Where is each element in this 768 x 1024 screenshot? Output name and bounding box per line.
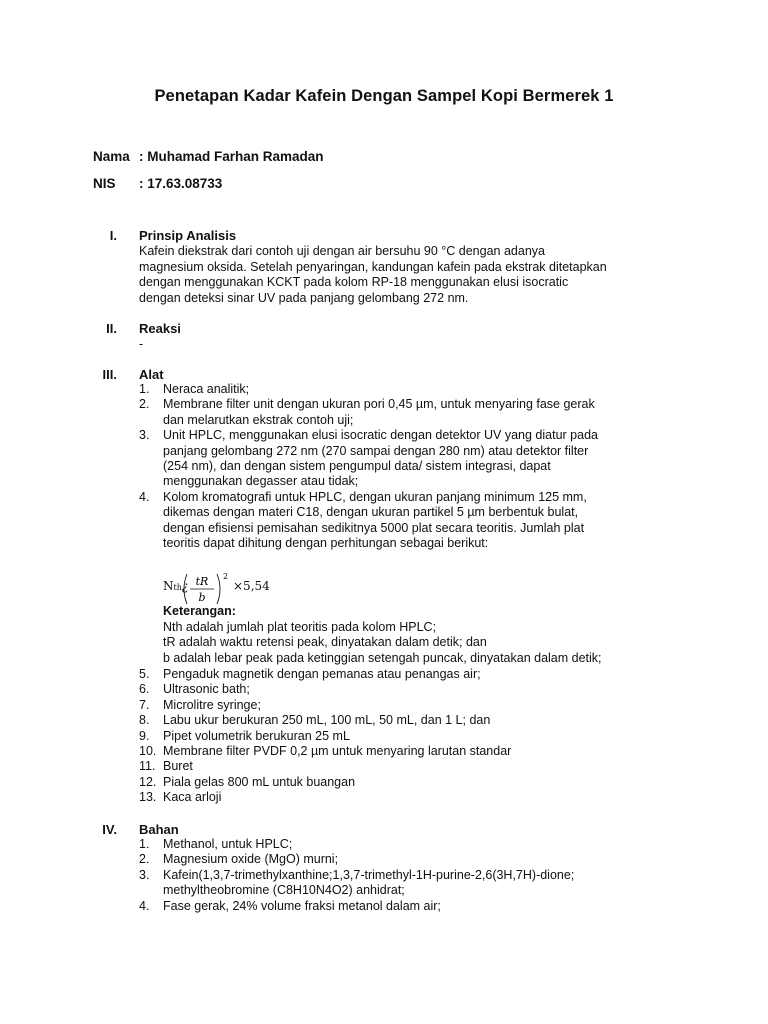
list-item-number: 2. [139, 397, 150, 412]
section-3-number: III. [102, 367, 117, 382]
list-item [139, 837, 679, 852]
list-item-line: Neraca analitik; [163, 382, 250, 396]
list-item-line: Ultrasonic bath; [163, 682, 250, 697]
list-item-line: dengan efisiensi pemisahan sedikitnya 5000 plat secara teoritis. Jumlah plat [163, 520, 585, 535]
list-item-number: 5. [139, 667, 150, 681]
list-item-number: 3. [139, 428, 150, 443]
formula-eq: ¿ [181, 579, 189, 593]
section-2-number: II. [106, 321, 117, 336]
section-3-title: Alat [139, 367, 164, 382]
fraction-parenthesis-group [181, 571, 227, 607]
list-item [139, 698, 679, 713]
list-item-line: Kaca arloji [163, 790, 222, 805]
keterangan-heading: Keterangan: [163, 604, 236, 618]
list-item [139, 790, 679, 805]
paragraph-line: dengan menggunakan KCKT pada kolom RP-18 menggunakan elusi isocratic [139, 275, 569, 290]
formula-symbol: N [163, 579, 174, 593]
list-item-number: 12. [139, 774, 157, 789]
document-title: Penetapan Kadar Kafein Dengan Sampel Kopi Bermerek 1 [154, 87, 614, 105]
list-item-number: 13. [139, 790, 157, 805]
list-item [139, 899, 679, 914]
list-item [139, 713, 679, 728]
list-item-line: dan melarutkan ekstrak contoh uji; [163, 412, 354, 427]
nis-label: NIS [93, 176, 116, 191]
list-item [139, 428, 679, 490]
equipment-list-b [139, 667, 679, 806]
fraction-exponent: 2 [223, 572, 229, 581]
keterangan-block [163, 604, 602, 666]
list-item [139, 382, 679, 397]
nis-value: : 17.63.08733 [139, 176, 223, 191]
list-item-line: Piala gelas 800 mL untuk buangan [163, 774, 356, 789]
list-item-line: Buret [163, 759, 193, 774]
list-item-number: 2. [139, 852, 150, 867]
list-item-line: menggunakan degasser atau tidak; [163, 474, 359, 489]
keterangan-line: b adalah lebar peak pada ketinggian setengah puncak, dinyatakan dalam detik; [163, 650, 602, 665]
name-value: : Muhamad Farhan Ramadan [139, 149, 324, 164]
formula-subscript: th [173, 583, 182, 592]
formula-multiplier: ×5,54 [233, 579, 270, 593]
list-item [139, 729, 679, 744]
list-item [139, 868, 679, 899]
section-1-title: Prinsip Analisis [139, 228, 237, 243]
list-item-number: 4. [139, 898, 150, 913]
list-item-line: dikemas dengan materi C18, dengan ukuran partikel 5 µm berbentuk bulat, [163, 505, 579, 520]
equipment-list-a [139, 382, 679, 551]
paragraph-line: magnesium oksida. Setelah penyaringan, kandungan kafein pada ekstrak ditetapkan [139, 259, 607, 274]
list-item-line: Labu ukur berukuran 250 mL, 100 mL, 50 mL, dan 1 L; dan [163, 713, 491, 728]
fraction-denominator: b [198, 591, 206, 604]
list-item-number: 10. [139, 744, 157, 759]
name-label: Nama [93, 149, 130, 164]
section-4-number: IV. [102, 822, 117, 837]
list-item-number: 9. [139, 728, 150, 743]
list-item [139, 775, 679, 790]
section-4-title: Bahan [139, 822, 179, 837]
nis-field [93, 176, 222, 191]
list-item-line: teoritis dapat dihitung dengan perhitungan sebagai berikut: [163, 536, 489, 551]
list-item [139, 744, 679, 759]
list-item-line: Methanol, untuk HPLC; [163, 837, 293, 851]
list-item-line: Microlitre syringe; [163, 697, 261, 712]
theoretical-plate-formula [163, 566, 283, 606]
list-item [139, 667, 679, 682]
fraction-numerator: tR [195, 575, 209, 588]
list-item-number: 3. [139, 867, 150, 882]
list-item-line: Pipet volumetrik berukuran 25 mL [163, 728, 350, 743]
list-item [139, 759, 679, 774]
list-item-number: 1. [139, 382, 150, 396]
list-item [139, 490, 679, 552]
list-item-line: Magnesium oxide (MgO) murni; [163, 852, 339, 867]
list-item [139, 852, 679, 867]
list-item-line: methyltheobromine (C8H10N4O2) anhidrat; [163, 883, 405, 898]
section-2-title: Reaksi [139, 321, 181, 336]
list-item-line: Fase gerak, 24% volume fraksi metanol dalam air; [163, 898, 441, 913]
list-item [139, 682, 679, 697]
list-item-number: 11. [139, 759, 156, 774]
list-item-line: Pengaduk magnetik dengan pemanas atau penangas air; [163, 667, 481, 681]
materials-list [139, 837, 679, 914]
list-item-line: Kafein(1,3,7-trimethylxanthine;1,3,7-trimethyl-1H-purine-2,6(3H,7H)-dione; [163, 867, 575, 882]
list-item-line: panjang gelombang 272 nm (270 sampai dengan 280 nm) atau detektor filter [163, 443, 589, 458]
list-item-line: Membrane filter unit dengan ukuran pori 0,45 µm, untuk menyaring fase gerak [163, 397, 595, 412]
list-item-line: Kolom kromatografi untuk HPLC, dengan ukuran panjang minimum 125 mm, [163, 489, 587, 504]
list-item-number: 1. [139, 837, 150, 851]
list-item-number: 8. [139, 713, 150, 728]
name-field [93, 149, 324, 164]
list-item-number: 6. [139, 682, 150, 697]
list-item-line: Membrane filter PVDF 0,2 µm untuk menyaring larutan standar [163, 744, 512, 759]
paragraph-line: dengan deteksi sinar UV pada panjang gelombang 272 nm. [139, 290, 469, 305]
paragraph-line: Kafein diekstrak dari contoh uji dengan air bersuhu 90 °C dengan adanya [139, 244, 545, 258]
list-item [139, 397, 679, 428]
keterangan-line: tR adalah waktu retensi peak, dinyatakan dalam detik; dan [163, 635, 487, 650]
list-item-number: 7. [139, 697, 150, 712]
list-item-number: 4. [139, 489, 150, 504]
keterangan-line: Nth adalah jumlah plat teoritis pada kolom HPLC; [163, 619, 437, 634]
list-item-line: Unit HPLC, menggunakan elusi isocratic dengan detektor UV yang diatur pada [163, 428, 598, 443]
section-2-text: - [139, 337, 144, 351]
section-1-paragraph [139, 244, 679, 306]
section-1-number: I. [109, 228, 117, 243]
list-item-line: (254 nm), dan dengan sistem pengumpul data/ sistem integrasi, dapat [163, 459, 551, 474]
